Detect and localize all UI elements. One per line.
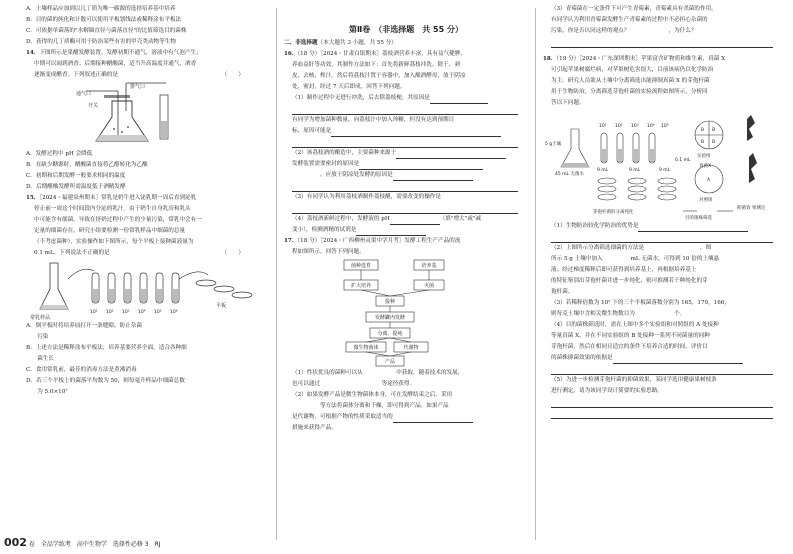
q18-q5-blank-1[interactable] [551, 400, 773, 408]
q16-answer-blank-11[interactable] [356, 228, 426, 236]
q16-line-10: （2）该荔枝酒的酿造中，主要菌种来源于 [292, 150, 397, 156]
q18-quad-b-2: B [712, 128, 716, 133]
question-18 [543, 54, 783, 419]
q18-water-label: 45 mL 无菌水 [555, 172, 584, 177]
q14-answer-bracket: （ ） [221, 72, 244, 78]
q15-option-b-cont: 菌生长 [26, 356, 54, 362]
q15-sample-label: 常乳样品 [30, 315, 51, 321]
q15-option-a-cont: 污染 [26, 334, 49, 340]
q18-dilution-2: 10² [615, 124, 623, 129]
flow-metabolites: 代谢物 [403, 345, 419, 351]
q16-line-2: 养血益肝等功效，其制作方法如下：首先将新鲜荔枝冲洗、除干、剥 [292, 62, 460, 68]
q16-answer-blank-8[interactable] [292, 184, 518, 192]
q16-line-17: 变小），检测酒精的试剂是 [292, 227, 357, 233]
q18-dilution-5: 10⁵ [661, 124, 669, 129]
q18-tube-ml-1: 9 mL [597, 168, 609, 173]
q13-option-c: C．可依据单菌落的"水解圈直径与菌落直径"的比值筛选目的菌株 [26, 28, 187, 34]
q18-q5-line-1: （5）为进一步检测芽孢杆菌的抑菌效果，某同学选用健康果树枝条 [551, 377, 717, 383]
q17-number: 17． [284, 238, 298, 244]
q16-line-1: （18 分）［2024・甘肃白银期末］荔枝酒营养丰富，具有益气健脾、 [297, 51, 466, 57]
q16-line-7: 有同学为增加菌种数量，向荔枝汁中加入珍糖，但没有达到预期目 [292, 117, 455, 123]
q15-dilution-3: 10³ [122, 310, 130, 315]
flow-strain-selection: 菌种选育 [350, 263, 372, 269]
q18-q1: （1）生物防治较化学防治的优势是 [551, 223, 639, 229]
q17-part3-answer-blank[interactable] [551, 40, 773, 48]
q14-option-a: A．发酵过程中 pH 会降低 [26, 151, 93, 157]
q15-dilution-figure [26, 259, 266, 321]
q15-stem-5: （不考虑菌种），实验操作如下图所示，每个平板上接种菌液量为 [34, 239, 194, 245]
q16-answer-blank-6[interactable] [359, 162, 483, 170]
q15-option-c: C．食用常乳前，最佳的消毒方法是煮沸消毒 [26, 367, 137, 373]
q13-option-d: D．获得的几丁质酶可用于防治某些有害的甲壳类动物等生物 [26, 39, 176, 45]
flow-medium: 培养基 [421, 263, 437, 269]
q15-stem-2: 停止前一周这个时间段内分泌的乳汁。由于奶牛自身乳房和乳头 [34, 206, 191, 212]
q18-control-group-label: 对照组 [699, 198, 713, 203]
q15-dilution-4: 10⁴ [138, 310, 146, 315]
flow-product: 产品 [384, 359, 396, 365]
q18-exp-plate-label: 实验组 [697, 154, 711, 159]
q18-screening-figure [543, 109, 783, 221]
q18-quad-b-4: B [712, 140, 716, 145]
q16-answer-blank-5[interactable] [396, 151, 506, 159]
question-14 [26, 48, 266, 193]
q15-dilution-5: 10⁵ [154, 310, 162, 315]
flow-ferment: 发酵罐内发酵 [374, 315, 406, 321]
q17-after-5: 是代谢物，可根据产物的性质采取适当的 [292, 414, 393, 420]
q17-after-4: 等方法将菌体分离和干燥，即可得到产品。如果产品 [292, 403, 449, 409]
q16-answer-blank-7[interactable] [393, 173, 473, 181]
column-divider-2 [535, 8, 536, 540]
q18-dilution-4: 10⁴ [647, 124, 655, 129]
left-column [26, 0, 266, 398]
q14-fermentation-apparatus-figure [26, 81, 266, 149]
q13-option-b: B．目的菌的纯化和计数可以使用平板划线法或稀释涂布平板法 [26, 17, 182, 23]
q15-stem-1: ［2024・福建泉州期末］常乳是奶牛进入泌乳期一周后直到泌乳 [39, 195, 197, 201]
q18-q1-blank[interactable] [638, 224, 748, 232]
q16-number: 16． [284, 51, 298, 57]
flow-expand-culture: 扩大培养 [350, 283, 372, 289]
q14-option-c: C．初期和后期发酵一般要求相同的温度 [26, 173, 126, 179]
page-number: 002 [4, 536, 27, 549]
q18-quad-b-1: B [701, 128, 705, 133]
q15-option-b: B．上述方法是稀释涂布平板法，培养基要营养全面，适合各种细 [26, 345, 187, 351]
q18-line-2: 可引起苹果树腐烂病，对苹果树危害很大，目前该病仍以化学防治 [551, 67, 714, 73]
flow-separate: 分离、提纯 [377, 331, 403, 337]
q16-answer-blank-9[interactable] [292, 206, 518, 214]
q18-control-label: 抑菌效 果测定 [737, 206, 766, 211]
q18-q4-line-2: 等量真菌 X，并在不同实验组的 B 处接种一系列不同菌量的同种 [551, 333, 710, 339]
q18-q3-line-1: （3）若稀释倍数为 10⁵ 下的三个平板菌落数分别为 165，179，166， [551, 300, 730, 306]
q18-number: 18． [543, 56, 557, 62]
q14-stem-3: 逐渐变成醋香。下列叙述正确的是 [34, 72, 118, 78]
q15-stem-6: 0.1 mL。下列说法不正确的是 [34, 250, 110, 256]
q17-part3-line-2: 有同学认为利用青霉菌发酵生产青霉素的过程中不必担心杂菌的 [551, 17, 708, 23]
q18-line-1: （19 分）［2024・广东深圳期末］苹果富含矿物质和维生素，真菌 X [556, 56, 726, 62]
q14-inlet-label: 通气口 [76, 91, 92, 97]
q14-vent-label: 排气口 [130, 84, 146, 90]
q16-answer-blank-3[interactable] [331, 129, 501, 137]
q18-q1-blank-2[interactable] [551, 235, 773, 243]
page-footer [4, 537, 161, 550]
q18-q4-line-1: （4）目的菌株筛选时，需在上图中多个实验组和对照组的 A 处接种 [551, 322, 719, 328]
q14-stem-1: 下图所示是果醋发酵装置。发酵初期不通气，溶液中有气泡产生； [39, 50, 202, 56]
q18-tube-ml-2: 9 mL [629, 168, 641, 173]
question-17 [284, 236, 528, 434]
q18-q2-line-5: 孢杆菌。 [551, 289, 574, 295]
q16-line-11: 发酵装置需要密封的原因是 [292, 161, 360, 167]
subsection-note: （本大题共 3 小题，共 55 分） [317, 40, 397, 46]
q16-answer-blank-2[interactable] [292, 107, 518, 115]
q14-number: 14． [26, 50, 40, 56]
q17-flow-diagram [284, 258, 528, 368]
q17-line-2: 程如图所示，回答下列问题。 [292, 249, 365, 255]
q14-option-d: D．后期醋酸发酵所需温度低于酒精发酵 [26, 184, 126, 190]
column-divider-1 [276, 8, 277, 540]
q17-line-1: （18 分）［2024・广西柳州灵渠中学月考］发酵工程生产产品的流 [297, 238, 461, 244]
q18-isolate-label: 芽孢杆菌的分离纯化 [593, 210, 634, 215]
q15-answer-bracket: （ ） [221, 250, 244, 256]
q16-line-16: （4）荔枝酒新鲜过程中，发酵液的 pH [292, 216, 390, 222]
q18-quad-b-3: B [701, 140, 705, 145]
q16-answer-blank-1[interactable] [430, 96, 488, 104]
q18-q5-line-2: 进行测定，请为该同学设计简要的实验思路。 [551, 388, 663, 394]
q18-soil-label: 5 g土壤 [545, 142, 562, 147]
right-column [543, 0, 783, 419]
q17-after-2: 也可以通过 等途径获得。 [292, 381, 416, 387]
q18-tube-vol-label: 0.1 mL [675, 158, 691, 163]
q18-dilution-1: 10¹ [599, 124, 607, 129]
q15-stem-4: 定量的细菌存在。研究小组要检测一份常乳样品中细菌的总量 [34, 228, 186, 234]
q18-tube-ml-3: 9 mL [659, 168, 671, 173]
q18-q4-line-3: 芽孢杆菌，然后在相同且适宜的条件下培养合适的时间，评价目 [551, 344, 708, 350]
q18-q5-blank-2[interactable] [551, 411, 773, 419]
q16-line-5: （1）制作过程中无进行冲洗，后去除荔枝梗，其原因是 [292, 95, 430, 101]
question-16 [284, 49, 528, 236]
q18-q2-line-1: （2）上图所示分离筛选细菌的方法是 ，图 [551, 245, 712, 251]
q18-line-5: 答以下问题。 [551, 100, 585, 106]
q15-stem-3: 中可能含有细菌，导致在挤奶过程中产生的少量污染，常乳中会有一 [34, 217, 202, 223]
q17-part3-line-1: （3）青霉菌在一定条件下可产生青霉素，青霉素具有杀菌的作用。 [551, 6, 717, 12]
q16-line-14: （3）有同学认为利用荔枝酒制作荔枝醋，需要改变的操作是 [292, 194, 441, 200]
q15-option-d: D．若三个平板上的菌落平均数为 50，则每毫升样品中细菌总数 [26, 378, 185, 384]
flow-sterilize: 灭菌 [423, 283, 435, 289]
question-15 [26, 193, 266, 398]
q15-dilution-1: 10¹ [90, 310, 98, 315]
q18-fungus-label: 真菌X [699, 164, 712, 169]
footer-text: 卷 全品学练考 高中生物学 选择性必修 3 RJ [28, 541, 161, 548]
q15-dilution-6: 10⁶ [170, 310, 178, 315]
q18-q4-blank-2[interactable] [551, 367, 773, 375]
q15-option-d-cont: 为 5.0×10⁷ [26, 389, 68, 395]
q18-q2-line-2: 所示 5 g 土壤中加入 mL 无菌水，可得到 10 倍的土壤悬 [551, 256, 720, 262]
q16-ph-hint: （填"增大"或"减 [439, 216, 481, 222]
q16-line-3: 皮，去核，榨汁，然后将荔枝汁置于容器中，加入酿酒酵母，放于阴凉 [292, 73, 466, 79]
q18-dilution-3: 10³ [631, 124, 639, 129]
q16-line-12: ，应放于阴凉处发酵的原因是 [292, 172, 393, 178]
q16-answer-blank-10[interactable] [390, 217, 440, 225]
flow-cells: 微生物菌体 [353, 345, 379, 351]
q17-after-1: （1）性状优良的菌种可以从 中获取，随着技术的发展， [292, 370, 464, 376]
q18-q2-line-3: 液；经过梯度稀释后即可获得到培养基上，再根据培养基上 [551, 267, 697, 273]
q17-after-3: （2）如果发酵产品是微生物菌体本身，可在发酵结束之后，采用 [292, 392, 453, 398]
middle-column [284, 0, 528, 434]
q15-dilution-2: 10² [106, 310, 114, 315]
q18-line-3: 为主。研究人员欲从土壤中分离筛选出能抑制真菌 X 的芽孢杆菌 [551, 78, 710, 84]
q17-after-6: 措施来获得产品。 [292, 425, 337, 431]
q15-number: 15． [26, 195, 40, 201]
q16-line-8: 标，原因可能是 [292, 128, 332, 134]
q18-line-4: 用于生物防治，分离筛选芽孢杆菌的实验流程如图所示，分析回 [551, 89, 708, 95]
q18-q4-line-4: 的菌株抑菌效果的依据是 [551, 355, 613, 361]
q16-answer-blank-4[interactable] [292, 140, 518, 148]
q14-stem-2: 中期可以闻到酒香；后期接种醋酸菌，适当升高温度并通气，酒香 [34, 61, 197, 67]
q18-q3-line-2: 则每克土壤中含相关微生物数目为 个。 [551, 311, 686, 317]
q15-option-a: A．倒平板时将培养皿打开一条缝隙，防止杂菌 [26, 323, 142, 329]
q16-line-4: 处，密封，经过 7 天后即成。回答下列问题。 [292, 84, 406, 90]
q15-plate-label: 平板 [216, 303, 227, 309]
q18-q2-line-4: 的特征鉴别出芽孢杆菌并进一步纯化，则可推测若干种纯化的芽 [551, 278, 708, 284]
section-title: 第Ⅱ卷 （非选择题 共 55 分） [349, 25, 463, 34]
q14-option-b: B．在缺少糖源时，醋酸菌直接将乙醇转化为乙酸 [26, 162, 148, 168]
q18-q4-blank[interactable] [613, 356, 743, 364]
q14-switch-label: 开关 [88, 103, 99, 109]
flow-inoculate: 接种 [384, 299, 396, 305]
q17-part3-line-3: 污染，你是否认同这样的观点？ ，为什么？ [551, 28, 697, 34]
q13-option-a: A．土壤样品应加到以几丁质为唯一碳源的选择培养基中培养 [26, 6, 176, 12]
q18-colony-a-label: A [707, 178, 711, 183]
subsection-title: 二、非选择题 [284, 40, 318, 46]
q17-answer-blank[interactable] [393, 415, 473, 423]
q18-screen-label: 目的菌株筛选 [685, 216, 712, 221]
